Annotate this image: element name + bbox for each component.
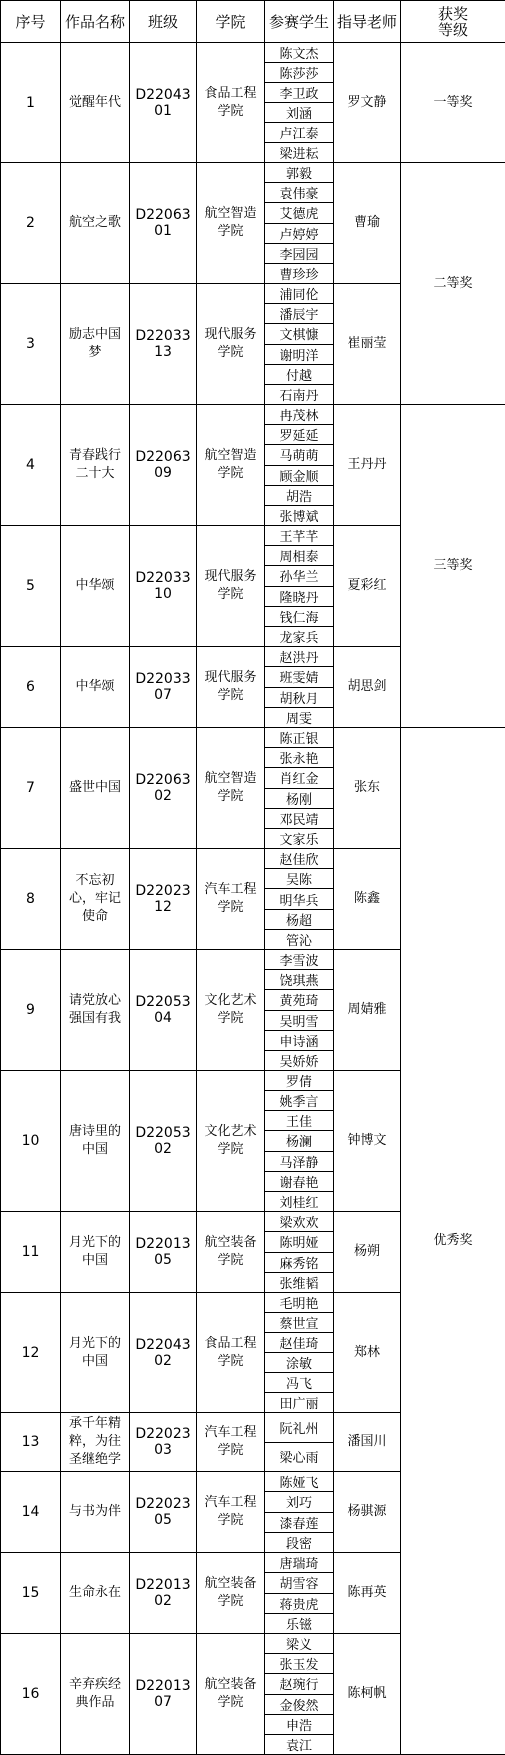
header-work: 作品名称 [61,1,130,43]
cell-index-text: 9 [1,1002,60,1018]
cell-college-text: 航空装备学院 [197,1575,264,1611]
cell-college [197,1212,265,1293]
cell-work-title [61,647,130,728]
student-list [265,1071,333,1211]
cell-work-title-text: 中华颂 [61,577,129,595]
student-name: 班雯婧 [265,666,333,686]
student-name: 石南丹 [265,384,333,404]
cell-teacher [334,849,401,950]
cell-work-title-text: 月光下的中国 [61,1335,129,1371]
student-name: 肖红金 [265,767,333,787]
student-name: 曹珍珍 [265,263,333,283]
cell-index-text: 8 [1,891,60,907]
cell-teacher [334,728,401,849]
cell-students [265,284,334,405]
cell-index-text: 11 [1,1244,60,1260]
cell-teacher [334,163,401,284]
student-name: 钱仁海 [265,606,333,626]
table-row [1,163,505,284]
student-name: 张永艳 [265,747,333,767]
student-name: 袁伟豪 [265,182,333,202]
student-name: 梁义 [265,1634,333,1653]
student-name: 蔡世宣 [265,1312,333,1332]
cell-students [265,1553,334,1634]
cell-college [197,1634,265,1755]
cell-class [130,284,197,405]
student-name: 刘桂红 [265,1191,333,1211]
cell-work-title-text: 承千年精粹，为往圣继绝学 [61,1415,129,1469]
student-name: 李园园 [265,243,333,263]
cell-index-text: 7 [1,780,60,796]
cell-college-text: 现代服务学院 [197,568,264,604]
student-name: 王佳 [265,1110,333,1130]
student-name: 麻秀铭 [265,1252,333,1272]
cell-work-title [61,950,130,1071]
student-name: 赵琬行 [265,1673,333,1693]
cell-college-text: 汽车工程学院 [197,1494,264,1530]
cell-students [265,950,334,1071]
cell-work-title-text: 与书为伴 [61,1503,129,1521]
cell-teacher [334,1634,401,1755]
table-row [1,43,505,163]
cell-teacher-text: 潘国川 [334,1433,400,1451]
student-name: 罗延延 [265,424,333,444]
cell-work-title [61,849,130,950]
student-name: 袁江 [265,1734,333,1754]
cell-index-text: 16 [1,1686,60,1702]
student-name: 王芊芊 [265,526,333,545]
student-name: 张博斌 [265,505,333,525]
student-name: 吴娇娇 [265,1050,333,1070]
student-name: 张维韬 [265,1272,333,1292]
student-name: 赵佳琦 [265,1332,333,1352]
cell-college [197,1293,265,1413]
cell-index [1,1553,61,1634]
cell-work-title-text: 请党放心强国有我 [61,992,129,1028]
cell-work-title [61,1293,130,1413]
student-name: 蒋贵虎 [265,1593,333,1613]
cell-teacher [334,1293,401,1413]
cell-college [197,1553,265,1634]
cell-college-text: 食品工程学院 [197,85,264,121]
cell-students [265,1634,334,1755]
cell-students [265,1413,334,1472]
student-name: 梁欢欢 [265,1212,333,1231]
student-name: 赵洪丹 [265,647,333,666]
cell-college-text: 汽车工程学院 [197,1424,264,1460]
student-name: 卢江泰 [265,122,333,142]
cell-teacher-text: 曹瑜 [334,214,400,232]
cell-award-level [401,728,505,1755]
student-name: 冯飞 [265,1372,333,1392]
cell-work-title [61,1413,130,1472]
cell-work-title [61,526,130,647]
student-name: 陈娅飞 [265,1472,333,1491]
cell-index [1,950,61,1071]
cell-index-text: 1 [1,95,60,111]
student-list [265,284,333,404]
header-index: 序号 [1,1,61,43]
student-name: 文家乐 [265,828,333,848]
cell-students [265,1212,334,1293]
cell-work-title [61,43,130,163]
cell-college-text: 航空装备学院 [197,1676,264,1712]
cell-index [1,647,61,728]
cell-index [1,284,61,405]
cell-teacher-text: 张东 [334,779,400,797]
cell-work-title [61,163,130,284]
student-name: 刘巧 [265,1491,333,1511]
cell-college-text: 汽车工程学院 [197,881,264,917]
cell-class [130,1472,197,1553]
student-name: 阮礼州 [265,1413,333,1442]
student-name: 田广丽 [265,1392,333,1412]
cell-class [130,526,197,647]
student-list [265,1413,333,1471]
cell-index [1,1212,61,1293]
cell-teacher-text: 胡思剑 [334,678,400,696]
cell-class-text: D2205302 [130,1125,196,1157]
student-name: 申诗涵 [265,1030,333,1050]
student-name: 梁进耘 [265,142,333,162]
cell-class-text: D2203313 [130,328,196,360]
cell-class [130,1413,197,1472]
cell-teacher-text: 钟博文 [334,1132,400,1150]
cell-award-level [401,43,505,163]
cell-work-title-text: 辛弃疾经典作品 [61,1676,129,1712]
student-name: 刘涵 [265,102,333,122]
cell-students [265,43,334,163]
student-name: 明华兵 [265,888,333,908]
cell-students [265,163,334,284]
cell-class [130,43,197,163]
cell-class [130,1293,197,1413]
cell-teacher-text: 郑林 [334,1344,400,1362]
cell-college [197,950,265,1071]
cell-teacher-text: 崔丽莹 [334,335,400,353]
student-name: 卢婷婷 [265,223,333,243]
cell-class-text: D2205304 [130,994,196,1026]
cell-teacher [334,43,401,163]
cell-class-text: D2203310 [130,570,196,602]
student-name: 唐瑞琦 [265,1553,333,1572]
cell-class [130,1212,197,1293]
cell-work-title [61,1212,130,1293]
cell-college [197,1413,265,1472]
cell-index [1,163,61,284]
award-level-text: 二等奖 [401,275,505,293]
cell-index-text: 6 [1,679,60,695]
cell-college [197,728,265,849]
cell-teacher-text: 杨骐源 [334,1503,400,1521]
cell-teacher [334,1472,401,1553]
student-list [265,1553,333,1633]
cell-college [197,284,265,405]
student-name: 李雪波 [265,950,333,969]
student-list [265,405,333,525]
student-name: 吴陈 [265,868,333,888]
student-list [265,526,333,646]
cell-class-text: D2202312 [130,883,196,915]
cell-index [1,1472,61,1553]
student-name: 冉茂林 [265,405,333,424]
student-name: 马萌萌 [265,444,333,464]
student-list [265,950,333,1070]
cell-teacher [334,647,401,728]
student-name: 浦同伦 [265,284,333,303]
cell-teacher-text: 杨朔 [334,1243,400,1261]
student-list [265,1634,333,1754]
cell-teacher [334,526,401,647]
cell-college-text: 航空智造学院 [197,770,264,806]
student-name: 胡雪容 [265,1572,333,1592]
student-name: 乐镃 [265,1613,333,1633]
cell-college-text: 航空智造学院 [197,205,264,241]
cell-work-title-text: 月光下的中国 [61,1234,129,1270]
cell-teacher [334,1071,401,1212]
student-list [265,1472,333,1552]
cell-class-text: D2206301 [130,207,196,239]
student-list [265,1293,333,1412]
cell-college-text: 食品工程学院 [197,1335,264,1371]
cell-college-text: 航空装备学院 [197,1234,264,1270]
cell-class-text: D2201305 [130,1236,196,1268]
award-level-text: 三等奖 [401,557,505,575]
cell-college [197,647,265,728]
student-list [265,43,333,162]
cell-students [265,1472,334,1553]
student-name: 申浩 [265,1714,333,1734]
cell-college [197,405,265,526]
student-list [265,1212,333,1292]
cell-work-title-text: 航空之歌 [61,214,129,232]
student-name: 管沁 [265,929,333,949]
student-name: 周雯 [265,707,333,727]
student-name: 杨超 [265,909,333,929]
header-college: 学院 [197,1,265,43]
cell-college-text: 现代服务学院 [197,326,264,362]
cell-teacher-text: 王丹丹 [334,456,400,474]
cell-class-text: D2206309 [130,449,196,481]
student-name: 饶琪燕 [265,969,333,989]
student-name: 毛明艳 [265,1293,333,1312]
cell-college [197,526,265,647]
student-name: 陈正银 [265,728,333,747]
header-award-line2: 等级 [438,21,468,39]
student-name: 文棋慷 [265,323,333,343]
student-name: 杨澜 [265,1130,333,1150]
student-name: 黄苑琦 [265,989,333,1009]
student-name: 龙家兵 [265,626,333,646]
cell-class-text: D2202303 [130,1426,196,1458]
student-name: 李卫政 [265,82,333,102]
cell-students [265,728,334,849]
cell-index-text: 13 [1,1434,60,1450]
cell-index-text: 14 [1,1504,60,1520]
cell-college-text: 文化艺术学院 [197,992,264,1028]
cell-class [130,1071,197,1212]
cell-work-title-text: 盛世中国 [61,779,129,797]
cell-class-text: D2206302 [130,772,196,804]
student-name: 梁心雨 [265,1442,333,1472]
student-name: 邓民靖 [265,808,333,828]
student-list [265,647,333,727]
cell-work-title [61,1071,130,1212]
cell-award-level [401,405,505,728]
student-name: 吴明雪 [265,1010,333,1030]
student-name: 金俊然 [265,1694,333,1714]
student-name: 罗倩 [265,1071,333,1090]
cell-college [197,1071,265,1212]
cell-index-text: 4 [1,457,60,473]
cell-work-title [61,728,130,849]
cell-work-title [61,1472,130,1553]
cell-teacher [334,950,401,1071]
cell-index-text: 12 [1,1345,60,1361]
cell-college [197,1472,265,1553]
table-row [1,405,505,526]
cell-class-text: D2203307 [130,671,196,703]
cell-teacher-text: 罗文静 [334,94,400,112]
student-list [265,728,333,848]
cell-work-title-text: 不忘初心，牢记使命 [61,872,129,926]
cell-index-text: 10 [1,1133,60,1149]
student-name: 漆春莲 [265,1512,333,1532]
cell-index [1,1634,61,1755]
cell-college-text: 航空智造学院 [197,447,264,483]
cell-class [130,1634,197,1755]
cell-work-title [61,405,130,526]
cell-teacher [334,405,401,526]
student-name: 陈文杰 [265,43,333,62]
cell-teacher [334,1212,401,1293]
cell-work-title [61,284,130,405]
header-award [401,1,505,43]
cell-index [1,405,61,526]
cell-teacher [334,1553,401,1634]
student-name: 张玉发 [265,1653,333,1673]
student-name: 周相泰 [265,545,333,565]
cell-class [130,950,197,1071]
cell-class-text: D2204302 [130,1337,196,1369]
table-body [1,43,505,1755]
cell-index [1,526,61,647]
cell-class-text: D2201302 [130,1577,196,1609]
header-teacher: 指导老师 [334,1,401,43]
cell-work-title-text: 生命永在 [61,1584,129,1602]
cell-college-text: 文化艺术学院 [197,1123,264,1159]
cell-work-title [61,1553,130,1634]
cell-work-title [61,1634,130,1755]
student-list [265,163,333,283]
student-name: 隆晓丹 [265,586,333,606]
cell-college-text: 现代服务学院 [197,669,264,705]
header-award-line1: 获奖 [438,5,468,23]
cell-students [265,647,334,728]
cell-students [265,1293,334,1413]
student-name: 艾德虎 [265,202,333,222]
student-name: 胡秋月 [265,687,333,707]
student-name: 段密 [265,1532,333,1552]
cell-work-title-text: 唐诗里的中国 [61,1123,129,1159]
cell-college [197,849,265,950]
cell-students [265,1071,334,1212]
student-name: 谢明洋 [265,344,333,364]
cell-work-title-text: 觉醒年代 [61,94,129,112]
cell-class [130,728,197,849]
cell-class [130,163,197,284]
cell-index [1,728,61,849]
student-name: 胡浩 [265,485,333,505]
header-students: 参赛学生 [265,1,334,43]
cell-index-text: 15 [1,1585,60,1601]
award-level-text: 优秀奖 [401,1232,505,1250]
student-name: 孙华兰 [265,565,333,585]
student-name: 付越 [265,364,333,384]
student-name: 姚季言 [265,1090,333,1110]
student-name: 郭毅 [265,163,333,182]
cell-teacher [334,1413,401,1472]
student-list [265,849,333,949]
cell-college [197,163,265,284]
cell-students [265,405,334,526]
cell-teacher-text: 陈鑫 [334,890,400,908]
header-row [1,1,505,43]
student-name: 马泽静 [265,1151,333,1171]
cell-class-text: D2204301 [130,87,196,119]
cell-work-title-text: 励志中国梦 [61,326,129,362]
cell-index-text: 5 [1,578,60,594]
student-name: 涂敏 [265,1352,333,1372]
cell-class [130,849,197,950]
cell-teacher-text: 周婧雅 [334,1001,400,1019]
cell-index [1,1293,61,1413]
cell-students [265,849,334,950]
header-class: 班级 [130,1,197,43]
student-name: 顾金顺 [265,465,333,485]
cell-class-text: D2201307 [130,1678,196,1710]
cell-index [1,1071,61,1212]
student-name: 赵佳欣 [265,849,333,868]
student-name: 谢春艳 [265,1171,333,1191]
cell-class [130,405,197,526]
award-level-text: 一等奖 [401,94,505,112]
cell-class [130,647,197,728]
cell-teacher-text: 夏彩红 [334,577,400,595]
student-name: 杨刚 [265,788,333,808]
cell-index [1,43,61,163]
cell-work-title-text: 青春践行二十大 [61,447,129,483]
cell-class-text: D2202305 [130,1496,196,1528]
student-name: 潘辰宇 [265,303,333,323]
cell-teacher-text: 陈再英 [334,1584,400,1602]
cell-index-text: 2 [1,215,60,231]
cell-index [1,849,61,950]
cell-teacher-text: 陈柯帆 [334,1685,400,1703]
cell-work-title-text: 中华颂 [61,678,129,696]
cell-index-text: 3 [1,336,60,352]
cell-teacher [334,284,401,405]
cell-students [265,526,334,647]
table-row [1,728,505,849]
student-name: 陈明娅 [265,1231,333,1251]
student-name: 陈莎莎 [265,62,333,82]
cell-class [130,1553,197,1634]
cell-award-level [401,163,505,405]
cell-college [197,43,265,163]
cell-index [1,1413,61,1472]
